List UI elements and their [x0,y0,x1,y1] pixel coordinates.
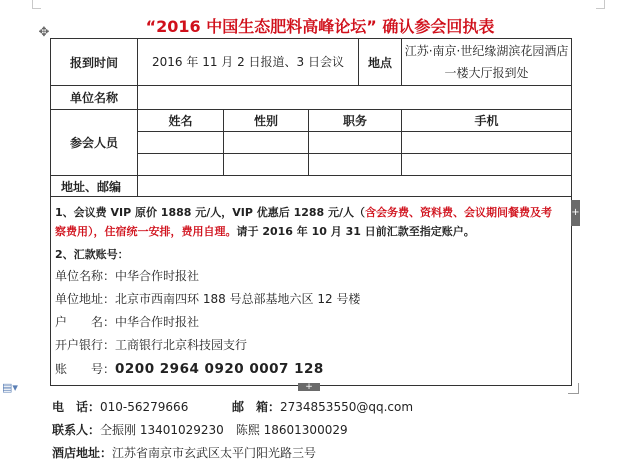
hotel-value: 江苏省南京市玄武区太平门阳光路三号 [112,446,317,460]
time-row [51,39,572,86]
attendee-gender-cell[interactable] [224,154,309,176]
org-row [51,86,572,110]
account-label: 账 号： [55,362,116,376]
footer-hotel [52,444,316,461]
email-label: 邮 箱： [231,400,280,414]
notes-row [51,197,572,386]
table-resize-handle[interactable] [568,383,579,394]
form-title: “2016 中国生态肥料高峰论坛” 确认参会回执表 [145,17,495,36]
add-row-button[interactable]: + [298,383,320,391]
add-column-button[interactable]: + [571,200,580,226]
attendee-name-cell[interactable] [138,132,224,154]
attendee-label: 参会人员 [51,110,138,176]
contact-value: 仝振刚 13401029230 陈熙 18601300029 [100,423,348,437]
remit-title: 2、汇款账号： [55,248,129,261]
registration-table [50,38,572,386]
account-name-line: 户 名：中华合作时报社 [55,315,200,329]
company-address-line: 单位地址：北京市西南四环 188 号总部基地六区 12 号楼 [55,292,361,306]
attendee-mobile-cell[interactable] [402,132,572,154]
company-line: 单位名称：中华合作时报社 [55,269,200,283]
phone-value: 010-56279666 [100,400,189,414]
fee-prefix: 1、会议费 VIP 原价 1888 元/人，VIP 优惠后 1288 元/人（ [55,206,366,219]
footer-contact-line [52,398,413,415]
footer-contact-persons [52,421,348,438]
org-label: 单位名称 [51,86,138,110]
header-gender: 性别 [224,110,309,132]
contact-label: 联系人： [52,423,101,437]
phone-label: 电 话： [52,400,101,414]
header-name: 姓名 [138,110,224,132]
email-value: 2734853550@qq.com [280,400,414,414]
margin-options-icon[interactable]: ▤▾ [2,381,18,394]
crop-mark-right [596,0,605,9]
account-line [55,357,563,381]
time-label: 报到时间 [51,39,138,86]
address-row [51,176,572,197]
place-value[interactable]: 江苏·南京·世纪缘湖滨花园酒店一楼大厅报到处 [402,39,572,86]
address-field[interactable] [138,176,572,197]
attendee-name-cell[interactable] [138,154,224,176]
fee-suffix: 请于 2016 年 10 月 31 日前汇款至指定账户。 [236,225,475,238]
account-number: 0200 2964 0920 0007 128 [115,361,324,377]
header-position: 职务 [309,110,402,132]
header-mobile: 手机 [402,110,572,132]
attendee-position-cell[interactable] [309,154,402,176]
time-value[interactable]: 2016 年 11 月 2 日报道、3 日会议 [138,39,359,86]
fee-note [55,203,563,241]
place-label: 地点 [359,39,402,86]
hotel-label: 酒店地址： [52,446,113,460]
address-label: 地址、邮编 [51,176,138,197]
table-move-handle-icon[interactable]: ✥ [38,25,50,40]
attendee-mobile-cell[interactable] [402,154,572,176]
org-field[interactable] [138,86,572,110]
attendee-gender-cell[interactable] [224,132,309,154]
notes-cell[interactable] [51,197,572,386]
attendee-header-row [51,110,572,132]
bank-line: 开户银行：工商银行北京科技园支行 [55,338,248,352]
crop-mark-left [32,0,41,9]
attendee-position-cell[interactable] [309,132,402,154]
fee-included: 含会务费、资料费、会议期间餐费及考察费用），住宿统一安排，费用自理。 [55,206,553,238]
